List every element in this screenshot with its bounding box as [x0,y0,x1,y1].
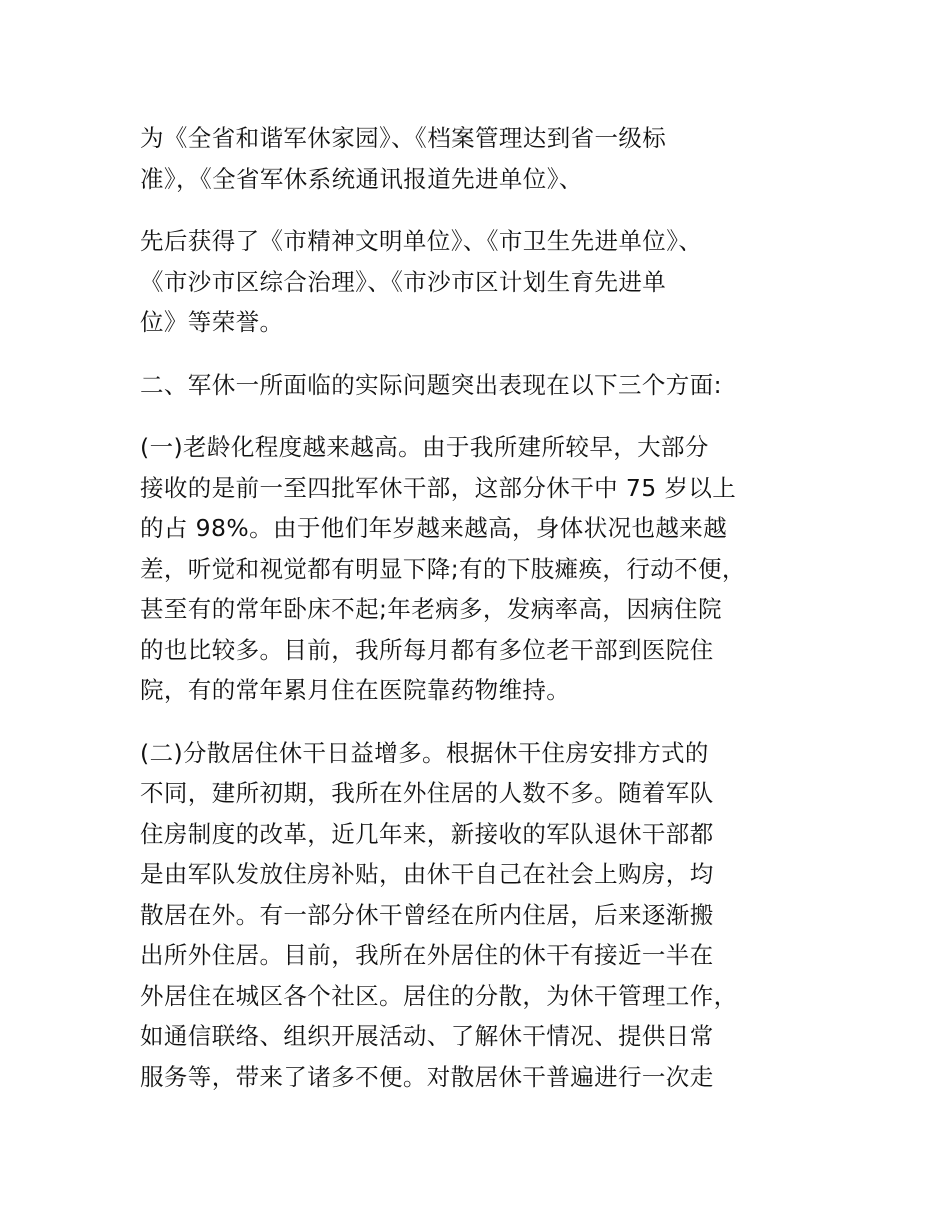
text-line: 先后获得了《市精神文明单位》、《市卫生先进单位》、 [140,227,703,255]
text-line: 如通信联络、组织开展活动、了解休干情况、提供日常 [140,1022,714,1050]
text-line: 服务等，带来了诸多不便。对散居休干普遍进行一次走 [140,1062,714,1091]
text-line: 出所外住居。目前，我所在外居住的休干有接近一半在 [140,941,714,969]
text-line: 院，有的常年累月住在医院靠药物维持。 [140,676,571,704]
text-line: 不同，建所初期，我所在外住居的人数不多。随着军队 [140,779,714,807]
paragraph-honors-2 [140,221,830,343]
text-line: 差，听觉和视觉都有明显下降;有的下肢瘫痪，行动不便， [140,554,746,583]
text-line: 二、军休一所面临的实际问题突出表现在以下三个方面: [140,370,722,399]
text-line: 外居住在城区各个社区。居住的分散，为休干管理工作， [140,981,738,1010]
text-line: 散居在外。有一部分休干曾经在所内住居，后来逐渐搬 [140,900,714,929]
text-line: 住房制度的改革，近几年来，新接收的军队退休干部都 [140,819,714,848]
text-line: 位》等荣誉。 [140,308,284,336]
paragraph-aging [140,427,830,711]
text-line: 的也比较多。目前，我所每月都有多位老干部到医院住 [140,635,714,664]
document-page [140,118,830,1119]
text-line: 是由军队发放住房补贴，由休干自己在社会上购房，均 [140,860,714,888]
text-line: 的占 98%。由于他们年岁越来越高，身体状况也越来越 [140,514,728,542]
text-line: 接收的是前一至四批军休干部，这部分休干中 75 岁以上 [140,473,737,502]
text-line: (一)老龄化程度越来越高。由于我所建所较早，大部分 [140,433,709,461]
text-line: 甚至有的常年卧床不起;年老病多，发病率高，因病住院 [140,595,722,623]
paragraph-honors-1 [140,118,830,199]
text-line: 为《全省和谐军休家园》、《档案管理达到省一级标 [140,124,667,152]
text-line: 准》，《全省军休系统通讯报道先进单位》、 [140,164,583,193]
paragraph-dispersed-residence [140,733,830,1098]
text-line: (二)分散居住休干日益增多。根据休干住房安排方式的 [140,738,709,767]
text-line: 《市沙市区综合治理》、《市沙市区计划生育先进单 [140,267,667,296]
section-heading [140,365,830,406]
